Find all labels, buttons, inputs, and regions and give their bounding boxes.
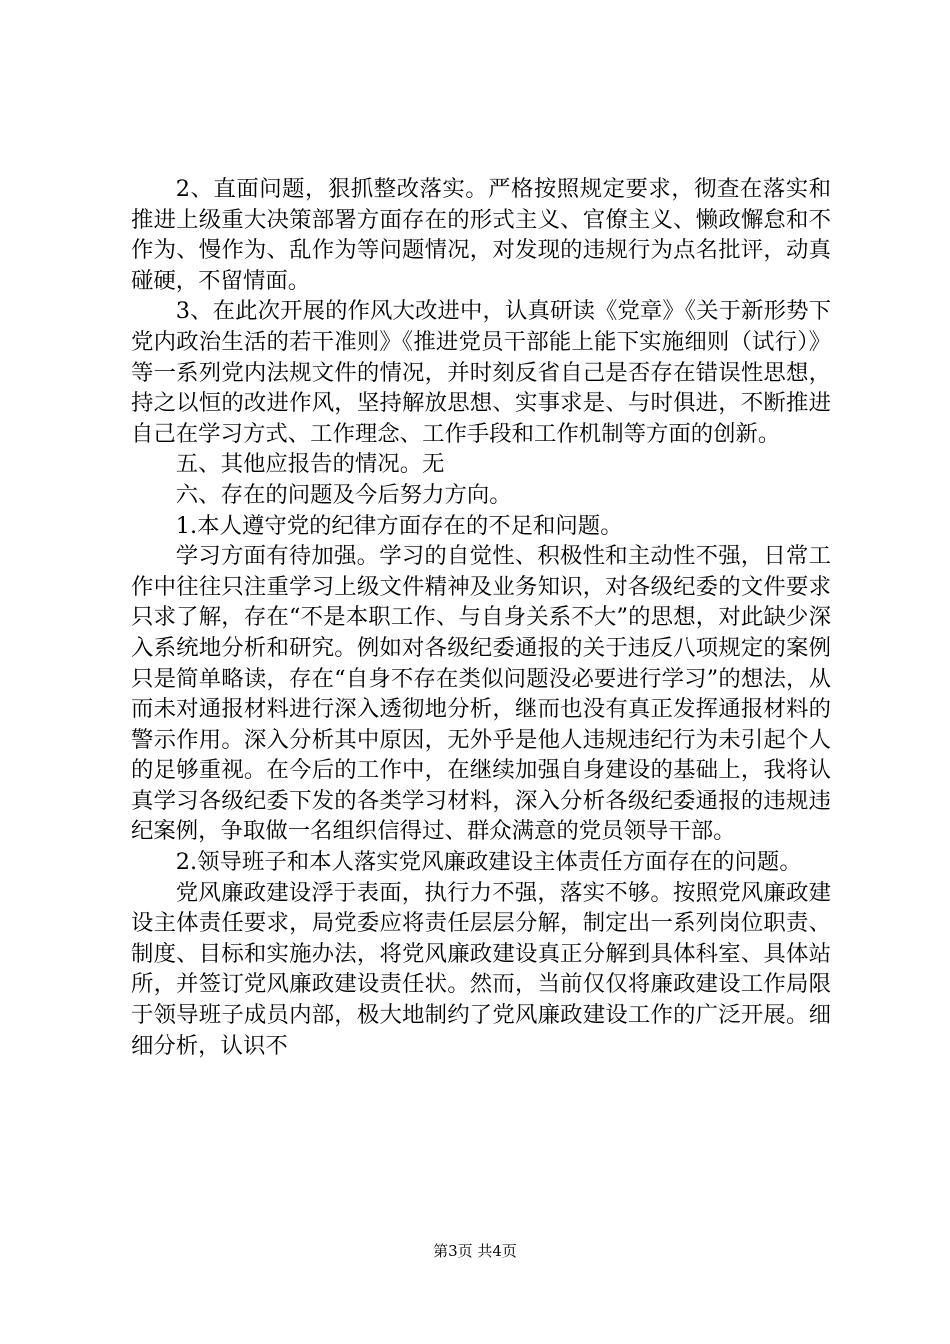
paragraph-rectification: 2、直面问题，狠抓整改落实。严格按照规定要求，彻查在落实和推进上级重大决策部署方面存在的形式主义、官僚主义、懒政懈怠和不作为、慢作为、乱作为等问题情况，对发现的违规行为点名批评，动真碰硬，不留情面。 <box>131 176 831 294</box>
paragraph-clean-governance: 党风廉政建设浮于表面，执行力不强，落实不够。按照党风廉政建设主体责任要求，局党委应将责任层层分解，制定出一系列岗位职责、制度、目标和实施办法，将党风廉政建设真正分解到具体科室、具体站所，并签订党风廉政建设责任状。然而，当前仅仅将廉政建设工作局限于领导班子成员内部，极大地制约了党风廉政建设工作的广泛开展。细细分析，认识不 <box>131 879 831 1059</box>
document-body <box>131 174 831 1061</box>
heading-problems-direction: 六、存在的问题及今后努力方向。 <box>175 481 512 508</box>
heading-other-reports: 五、其他应报告的情况。无 <box>175 451 445 478</box>
paragraph-work-style: 3、在此次开展的作风大改进中，认真研读《党章》《关于新形势下党内政治生活的若干准则》《推进党员干部能上能下实施细则（试行）》等一系列党内法规文件的情况，并时刻反省自己是否存在错误性思想，持之以恒的改进作风，坚持解放思想、实事求是、与时俱进，不断推进自己在学习方式、工作理念、工作手段和工作机制等方面的创新。 <box>131 298 831 447</box>
paragraph-study: 学习方面有待加强。学习的自觉性、积极性和主动性不强，日常工作中往往只注重学习上级文件精神及业务知识，对各级纪委的文件要求只求了解，存在“不是本职工作、与自身关系不大”的思想，对此缺少深入系统地分析和研究。例如对各级纪委通报的关于违反八项规定的案例只是简单略读，存在“自身不存在类似问题没必要进行学习”的想法，从而未对通报材料进行深入透彻地分析，继而也没有真正发挥通报材料的警示作用。深入分析其中原因，无外乎是他人违规违纪行为未引起个人的足够重视。在今后的工作中，在继续加强自身建设的基础上，我将认真学习各级纪委下发的各类学习材料，深入分析各级纪委通报的违规违纪案例，争取做一名组织信得过、群众满意的党员领导干部。 <box>131 543 831 845</box>
page-number: 第3页 共4页 <box>433 1242 517 1260</box>
subheading-responsibility: 2.领导班子和本人落实党风廉政建设主体责任方面存在的问题。 <box>175 849 802 876</box>
subheading-discipline: 1.本人遵守党的纪律方面存在的不足和问题。 <box>175 512 623 539</box>
